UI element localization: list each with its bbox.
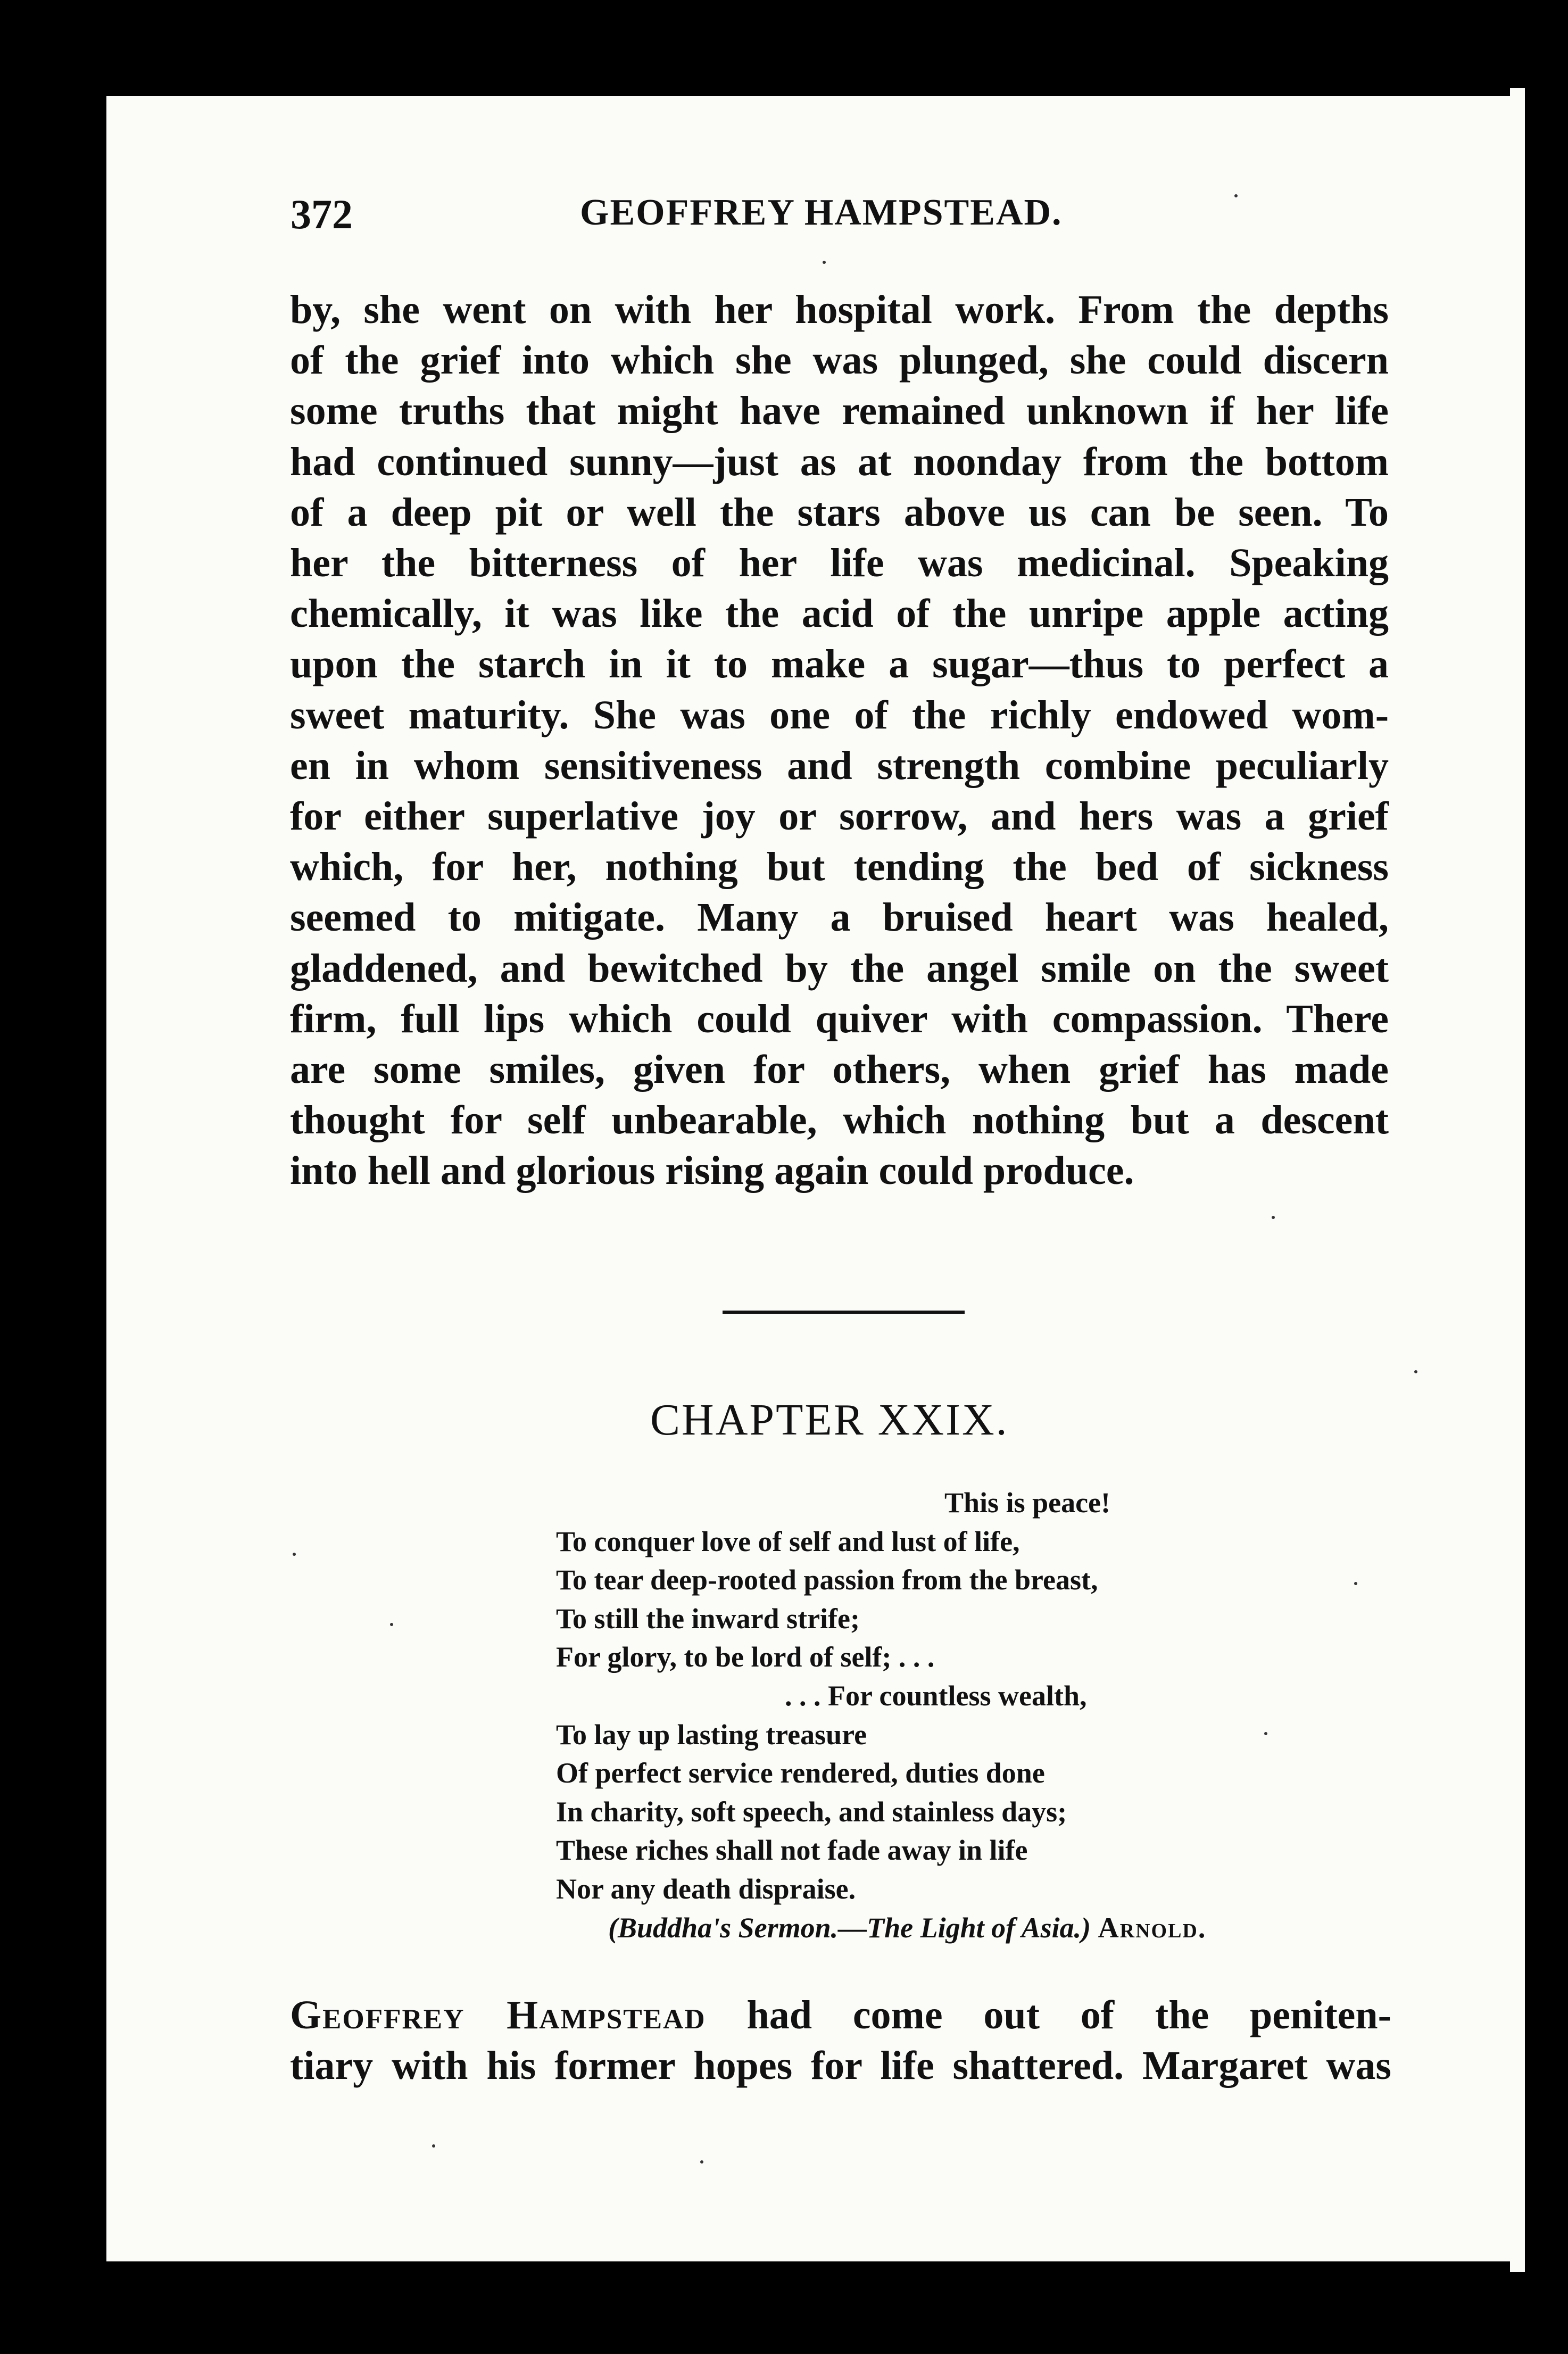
body-line: firm, full lips which could quiver with compassion. There bbox=[290, 996, 1389, 1041]
speck bbox=[432, 2144, 435, 2148]
speck bbox=[1354, 1582, 1357, 1585]
epigraph-line: For glory, to be lord of self; . . . bbox=[556, 1641, 935, 1673]
speck bbox=[700, 2160, 703, 2164]
body-line: sweet maturity. She was one of the richly endowed wom- bbox=[290, 692, 1389, 737]
chapter-second-line: tiary with his former hopes for life shattered. Margaret was bbox=[290, 2043, 1391, 2088]
body-line: gladdened, and bewitched by the angel smile on the sweet bbox=[290, 946, 1389, 991]
epigraph-author: Arnold. bbox=[1098, 1911, 1207, 1944]
body-line: of a deep pit or well the stars above us can be seen. To bbox=[290, 490, 1389, 535]
speck bbox=[1414, 1370, 1417, 1373]
epigraph-line: To lay up lasting treasure bbox=[556, 1718, 867, 1751]
page-edge bbox=[1510, 88, 1525, 2272]
epigraph-line: These riches shall not fade away in life bbox=[556, 1834, 1028, 1867]
epigraph-line: . . . For countless wealth, bbox=[785, 1679, 1087, 1712]
body-line: chemically, it was like the acid of the unripe apple acting bbox=[290, 591, 1389, 636]
body-line: upon the starch in it to make a sugar—thus to perfect a bbox=[290, 642, 1389, 687]
epigraph-line: Nor any death dispraise. bbox=[556, 1872, 856, 1905]
speck bbox=[1234, 194, 1238, 197]
body-line: by, she went on with her hospital work. From the depths bbox=[290, 287, 1389, 332]
body-line: for either superlative joy or sorrow, and hers was a grief bbox=[290, 794, 1389, 839]
body-line: which, for her, nothing but tending the bed of sickness bbox=[290, 844, 1389, 890]
body-line: some truths that might have remained unknown if her life bbox=[290, 388, 1389, 434]
opening-name: Geoffrey Hampstead bbox=[290, 1993, 706, 2037]
body-line: are some smiles, given for others, when grief has made bbox=[290, 1047, 1389, 1092]
speck bbox=[1264, 1732, 1267, 1735]
epigraph-line: To still the inward strife; bbox=[556, 1602, 860, 1635]
epigraph-source: (Buddha's Sermon.—The Light of Asia.) bbox=[608, 1911, 1091, 1944]
body-line: en in whom sensitiveness and strength combine peculiarly bbox=[290, 743, 1389, 788]
body-line: thought for self unbearable, which nothing but a descent bbox=[290, 1098, 1389, 1143]
epigraph-attribution bbox=[556, 1909, 1378, 1947]
epigraph-line: To conquer love of self and lust of life, bbox=[556, 1525, 1020, 1557]
body-paragraph bbox=[290, 285, 1389, 1197]
chapter-opening-paragraph bbox=[290, 1990, 1391, 2091]
epigraph-line: To tear deep-rooted passion from the breast, bbox=[556, 1564, 1098, 1596]
epigraph-line: In charity, soft speech, and stainless days; bbox=[556, 1795, 1067, 1828]
opening-rest: had come out of the peniten- bbox=[706, 1993, 1391, 2037]
running-head: GEOFFREY HAMPSTEAD. bbox=[580, 192, 1063, 233]
body-line: into hell and glorious rising again could produce. bbox=[290, 1148, 1134, 1193]
chapter-title: CHAPTER XXIX. bbox=[650, 1395, 1009, 1445]
chapter-opening-line bbox=[290, 1990, 1391, 2041]
speck bbox=[1272, 1216, 1275, 1219]
section-divider bbox=[723, 1311, 965, 1314]
speck bbox=[823, 261, 826, 264]
body-line: seemed to mitigate. Many a bruised heart was healed, bbox=[290, 895, 1389, 940]
epigraph-line: This is peace! bbox=[944, 1487, 1111, 1519]
epigraph bbox=[556, 1483, 1378, 1947]
speck bbox=[293, 1553, 296, 1556]
speck bbox=[390, 1623, 393, 1626]
body-line: her the bitterness of her life was medicinal. Speaking bbox=[290, 541, 1389, 586]
body-line: of the grief into which she was plunged, she could discern bbox=[290, 338, 1389, 383]
body-line: had continued sunny—just as at noonday from the bottom bbox=[290, 439, 1389, 484]
epigraph-line: Of perfect service rendered, duties done bbox=[556, 1757, 1045, 1789]
page-number: 372 bbox=[291, 191, 353, 237]
